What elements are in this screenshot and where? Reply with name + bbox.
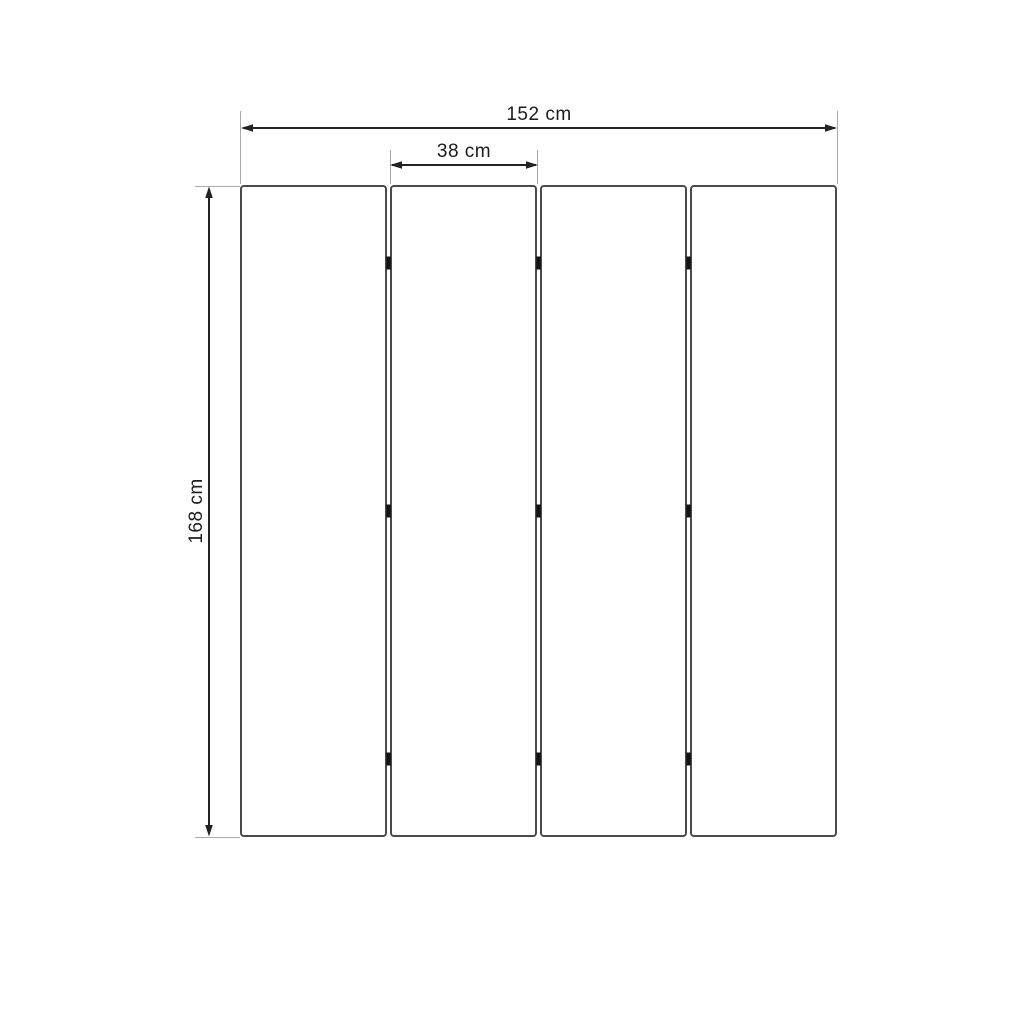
panel-width-label: 38 cm [436, 141, 492, 162]
hinge-icon [536, 257, 541, 270]
hinge-icon [386, 505, 391, 518]
arrow-right-icon [526, 161, 538, 169]
hinge-icon [686, 753, 691, 766]
dimension-height [186, 187, 213, 837]
arrow-left-icon [241, 124, 253, 132]
hinge-icon [386, 257, 391, 270]
arrow-down-icon [205, 825, 213, 837]
dimension-total-width [241, 104, 837, 132]
hinge-icon [386, 753, 391, 766]
hinge-icon [686, 505, 691, 518]
hinge-icon [536, 753, 541, 766]
height-label: 168 cm [186, 478, 207, 544]
panel-2 [391, 186, 536, 836]
panel-4 [691, 186, 836, 836]
arrow-up-icon [205, 187, 213, 199]
total-width-label: 152 cm [506, 104, 572, 125]
arrow-right-icon [825, 124, 837, 132]
panel-1 [241, 186, 386, 836]
arrow-left-icon [390, 161, 402, 169]
panel-3 [541, 186, 686, 836]
hinge-icon [536, 505, 541, 518]
hinge-icon [686, 257, 691, 270]
dimension-panel-width [390, 141, 538, 169]
